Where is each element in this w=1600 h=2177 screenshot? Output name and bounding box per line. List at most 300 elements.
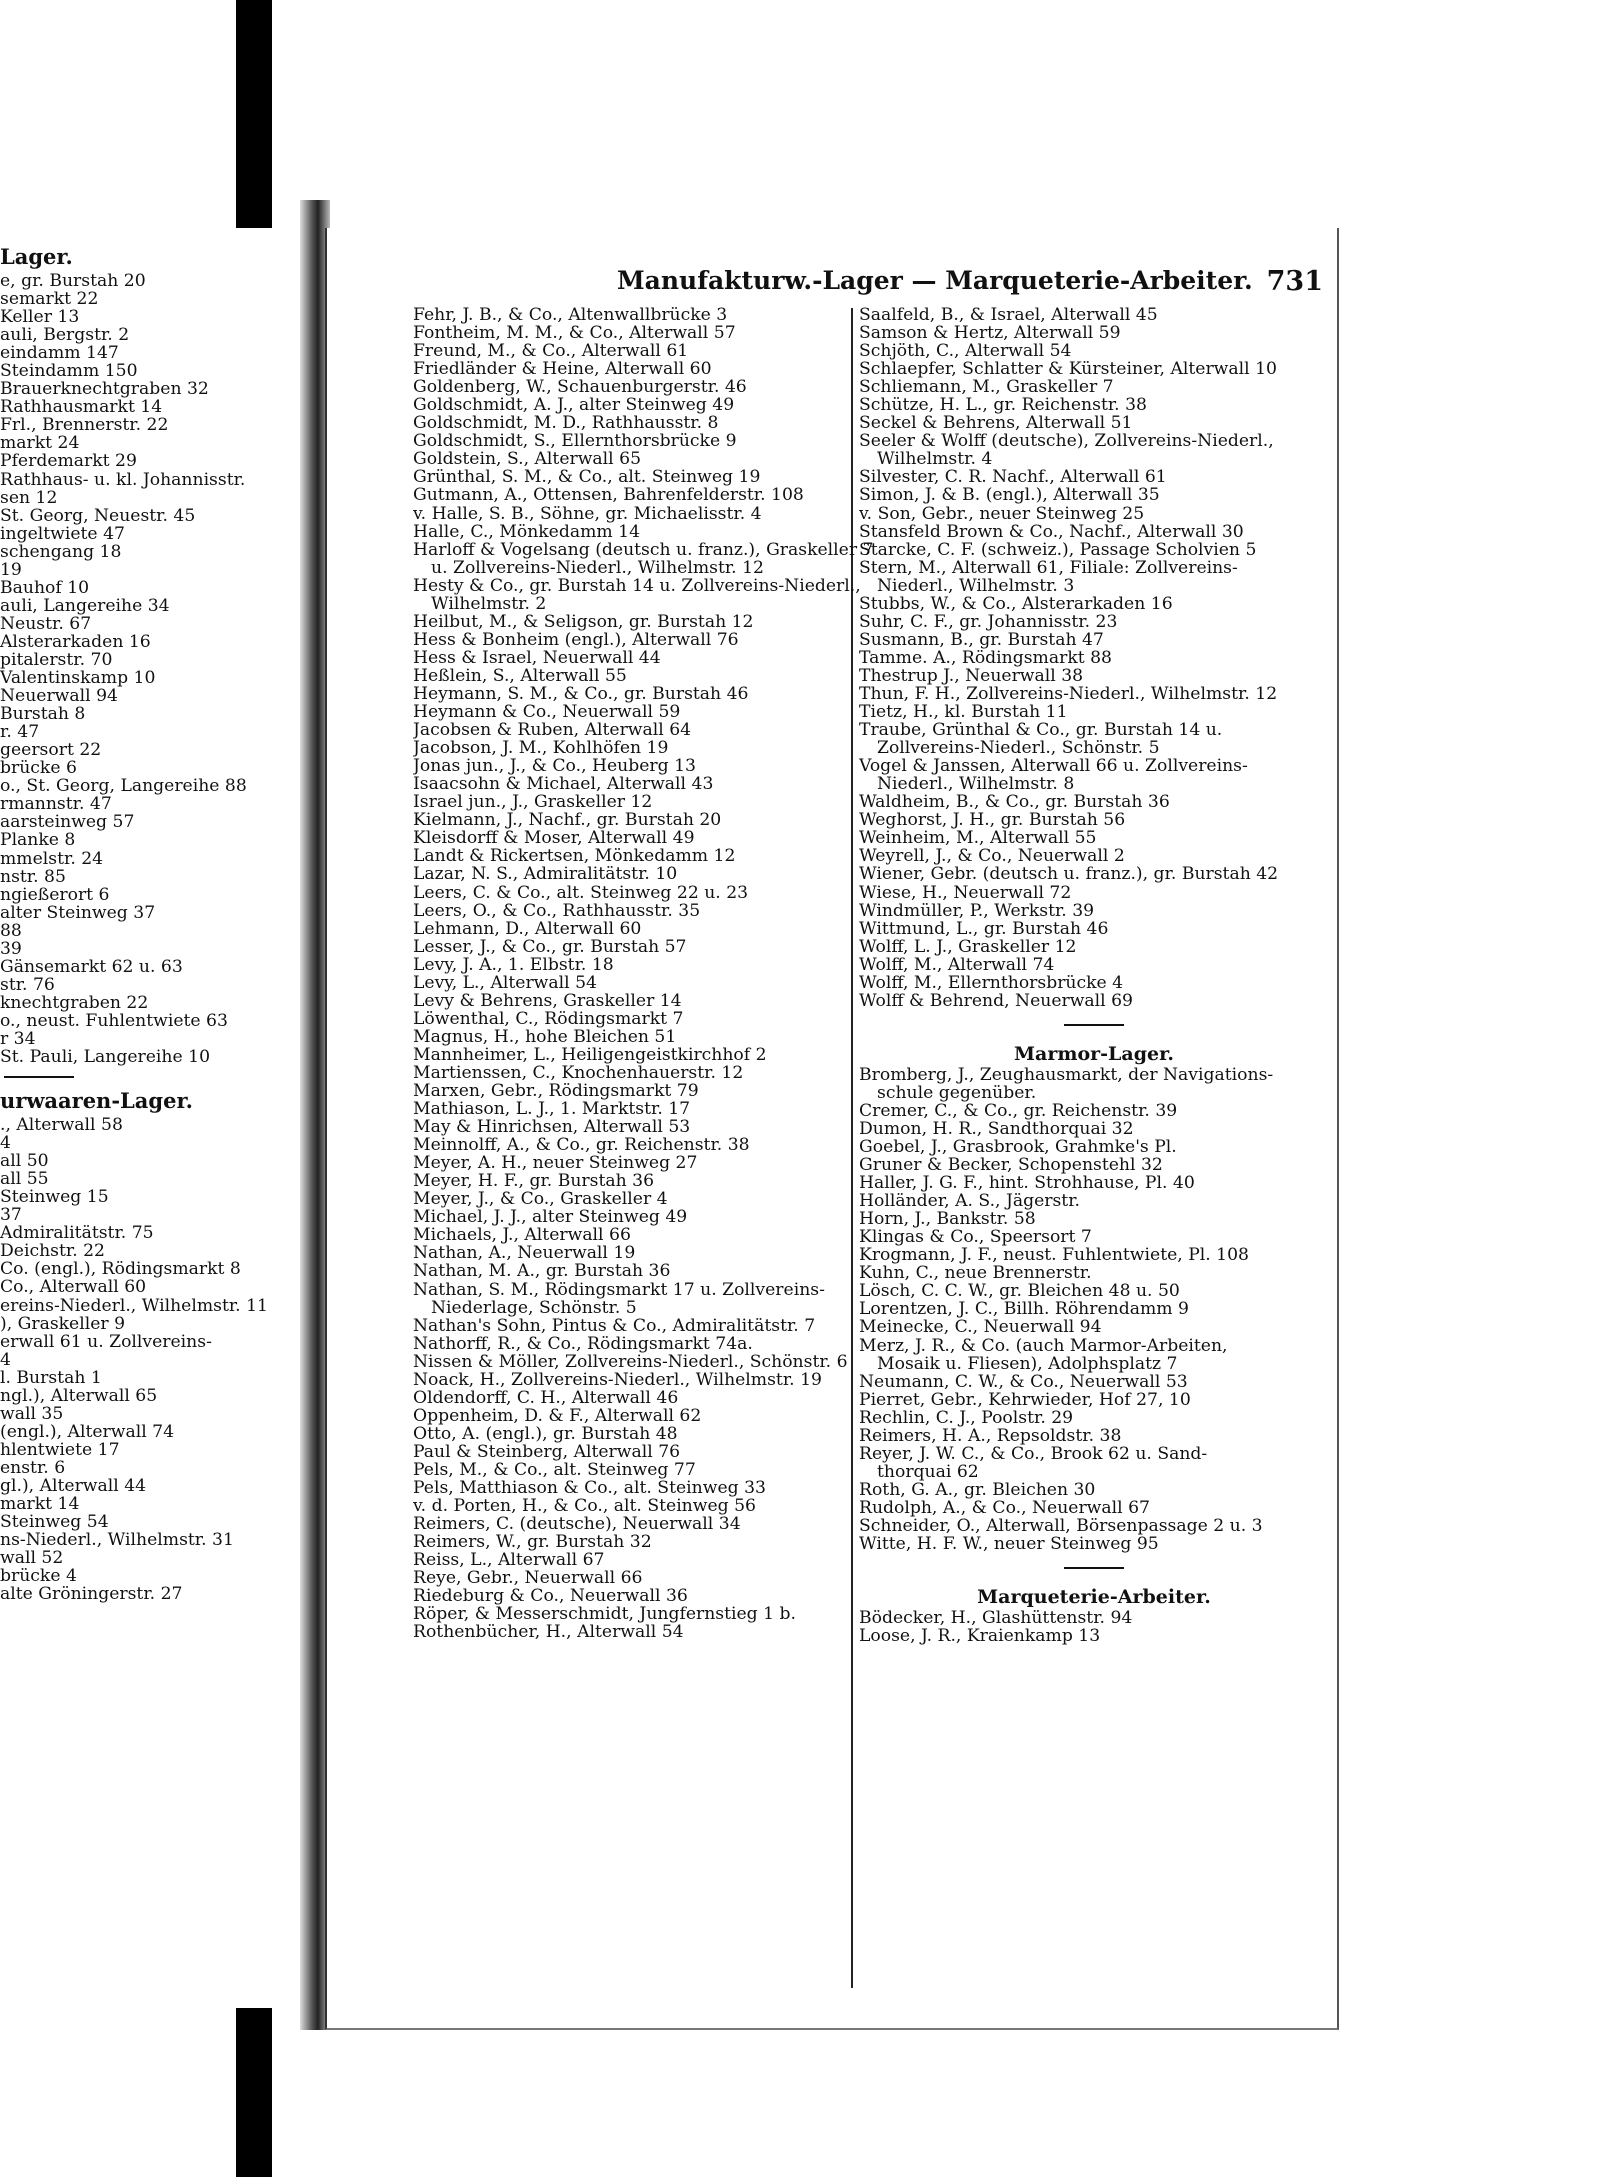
directory-entry	[859, 1228, 1329, 1246]
left-divider	[4, 1076, 74, 1078]
entry-continuation: Wilhelmstr. 4	[877, 449, 993, 469]
entry-line: Jacobsen & Ruben, Alterwall 64	[413, 721, 692, 740]
section-divider	[1064, 1567, 1124, 1569]
directory-entry	[413, 1551, 933, 1569]
left-line: aarsteinweg 57	[0, 812, 135, 833]
directory-entry	[413, 739, 933, 757]
entry-line: Starcke, C. F. (schweiz.), Passage Scholvien 5	[859, 540, 1257, 559]
directory-entry	[859, 1609, 1329, 1627]
entry-line: Schjöth, C., Alterwall 54	[859, 342, 1072, 361]
left-line: ngl.), Alterwall 65	[0, 1385, 158, 1406]
entry-line: Kleisdorff & Moser, Alterwall 49	[413, 829, 695, 848]
directory-entry	[413, 974, 933, 992]
directory-entry	[413, 613, 933, 631]
left-line: all 50	[0, 1151, 49, 1172]
entry-line: Oldendorff, C. H., Alterwall 46	[413, 1388, 679, 1407]
entry-line: Levy, J. A., 1. Elbstr. 18	[413, 955, 614, 974]
left-line: hlentwiete 17	[0, 1439, 120, 1460]
directory-entry	[859, 1409, 1329, 1427]
entry-line: Wiese, H., Neuerwall 72	[859, 883, 1072, 902]
left-line: eindamm 147	[0, 343, 119, 364]
left-line: geersort 22	[0, 740, 102, 761]
left-line: l. Burstah 1	[0, 1367, 102, 1388]
directory-entry	[859, 793, 1329, 811]
directory-entry	[413, 1623, 933, 1641]
directory-entry	[859, 1156, 1329, 1174]
left-line: Keller 13	[0, 307, 80, 328]
directory-entry	[413, 1605, 933, 1623]
entry-line: Halle, C., Mönkedamm 14	[413, 522, 641, 541]
directory-entry	[413, 631, 933, 649]
directory-entry	[413, 1587, 933, 1605]
left-line: Rathhausmarkt 14	[0, 397, 163, 418]
directory-entry	[413, 1281, 933, 1317]
directory-entry	[859, 613, 1329, 631]
left-line: Bauhof 10	[0, 577, 90, 598]
directory-entry	[859, 378, 1329, 396]
entry-line: Nathan's Sohn, Pintus & Co., Admiralitätstr. 7	[413, 1316, 816, 1335]
directory-entry	[413, 1353, 933, 1371]
entry-line: Wolff, L. J., Graskeller 12	[859, 937, 1077, 956]
directory-entry	[859, 1627, 1329, 1645]
page-number: 731	[1266, 266, 1323, 297]
directory-entry	[413, 306, 933, 324]
directory-entry	[413, 1515, 933, 1533]
directory-entry	[413, 1208, 933, 1226]
entry-line: Simon, J. & B. (engl.), Alterwall 35	[859, 486, 1160, 505]
directory-entry	[859, 1300, 1329, 1318]
entry-line: Meinecke, C., Neuerwall 94	[859, 1318, 1102, 1337]
directory-entry	[859, 631, 1329, 649]
left-line: rmannstr. 47	[0, 794, 112, 815]
entry-line: Traube, Grünthal & Co., gr. Burstah 14 u.	[859, 721, 1223, 741]
entry-line: Lehmann, D., Alterwall 60	[413, 919, 642, 938]
entry-line: Pels, M., & Co., alt. Steinweg 77	[413, 1461, 696, 1480]
left-line: Pferdemarkt 29	[0, 451, 137, 472]
directory-entry	[413, 523, 933, 541]
directory-entry	[859, 523, 1329, 541]
entry-continuation: thorquai 62	[877, 1461, 979, 1481]
entry-line: Haller, J. G. F., hint. Strohhause, Pl. 40	[859, 1174, 1195, 1193]
entry-line: Dumon, H. R., Sandthorquai 32	[859, 1119, 1134, 1139]
column-1	[413, 306, 933, 1641]
left-line: alte Gröningerstr. 27	[0, 1584, 183, 1605]
entry-line: Seckel & Behrens, Alterwall 51	[859, 414, 1133, 433]
entry-line: Schütze, H. L., gr. Reichenstr. 38	[859, 396, 1147, 415]
entry-line: Witte, H. F. W., neuer Steinweg 95	[859, 1535, 1159, 1554]
directory-entry	[859, 342, 1329, 360]
entry-line: Lesser, J., & Co., gr. Burstah 57	[413, 937, 687, 956]
entry-line: Roth, G. A., gr. Bleichen 30	[859, 1480, 1096, 1499]
left-line: Steinweg 54	[0, 1512, 109, 1533]
entry-line: Hess & Bonheim (engl.), Alterwall 76	[413, 630, 739, 649]
directory-entry	[859, 1210, 1329, 1228]
left-line: Planke 8	[0, 830, 76, 851]
left-line: markt 14	[0, 1494, 80, 1515]
entry-line: Stubbs, W., & Co., Alsterarkaden 16	[859, 594, 1173, 613]
entry-line: Heymann, S. M., & Co., gr. Burstah 46	[413, 684, 749, 704]
entry-line: Isaacsohn & Michael, Alterwall 43	[413, 775, 714, 794]
directory-entry	[859, 667, 1329, 685]
binding-strip-bottom	[236, 2000, 272, 2177]
entry-line: Goldschmidt, A. J., alter Steinweg 49	[413, 396, 735, 415]
entry-line: Reimers, H. A., Repsoldstr. 38	[859, 1426, 1122, 1445]
entry-line: Rothenbücher, H., Alterwall 54	[413, 1623, 684, 1642]
directory-entry	[413, 1443, 933, 1461]
entry-line: Rudolph, A., & Co., Neuerwall 67	[859, 1498, 1150, 1517]
entry-continuation: Niederlage, Schönstr. 5	[431, 1297, 637, 1317]
directory-entry	[859, 811, 1329, 829]
left-line: auli, Langereihe 34	[0, 595, 170, 616]
directory-entry	[413, 1461, 933, 1479]
entry-line: Meyer, H. F., gr. Burstah 36	[413, 1172, 655, 1191]
directory-entry	[413, 757, 933, 775]
entry-line: Reye, Gebr., Neuerwall 66	[413, 1569, 643, 1588]
left-line: Neuerwall 94	[0, 686, 118, 707]
entry-line: Pierret, Gebr., Kehrwieder, Hof 27, 10	[859, 1390, 1191, 1409]
left-line: o., neust. Fuhlentwiete 63	[0, 1010, 228, 1031]
entry-line: Reimers, C. (deutsche), Neuerwall 34	[413, 1515, 741, 1534]
left-line: wall 35	[0, 1403, 64, 1424]
left-line: semarkt 22	[0, 289, 99, 310]
left-line: erwall 61 u. Zollvereins-	[0, 1331, 212, 1352]
entry-line: Hesty & Co., gr. Burstah 14 u. Zollvereins-Niederl.,	[413, 576, 861, 596]
left-line: ns-Niederl., Wilhelmstr. 31	[0, 1530, 234, 1551]
entry-line: Oppenheim, D. & F., Alterwall 62	[413, 1406, 702, 1425]
entry-line: Gutmann, A., Ottensen, Bahrenfelderstr. 108	[413, 486, 804, 505]
directory-entry	[413, 1136, 933, 1154]
entry-continuation: Wilhelmstr. 2	[431, 593, 547, 613]
left-line: Alsterarkaden 16	[0, 631, 151, 652]
entry-line: Lösch, C. C. W., gr. Bleichen 48 u. 50	[859, 1282, 1180, 1301]
column-2	[859, 306, 1329, 1645]
entry-line: Bromberg, J., Zeughausmarkt, der Navigations-	[859, 1065, 1274, 1085]
directory-entry	[859, 559, 1329, 595]
entry-line: Noack, H., Zollvereins-Niederl., Wilhelmstr. 19	[413, 1370, 822, 1389]
entry-line: Martienssen, C., Knochenhauerstr. 12	[413, 1063, 744, 1083]
entry-line: Susmann, B., gr. Burstah 47	[859, 630, 1104, 649]
entry-line: Meinnolff, A., & Co., gr. Reichenstr. 38	[413, 1136, 750, 1155]
directory-entry	[413, 1154, 933, 1172]
entry-line: Löwenthal, C., Rödingsmarkt 7	[413, 1009, 684, 1028]
directory-entry	[413, 1010, 933, 1028]
directory-entry	[413, 1226, 933, 1244]
entry-line: v. Son, Gebr., neuer Steinweg 25	[859, 504, 1145, 523]
directory-entry	[413, 1335, 933, 1353]
left-line: 19	[0, 559, 22, 580]
left-line: str. 76	[0, 974, 55, 995]
directory-entry	[859, 324, 1329, 342]
directory-entry	[859, 414, 1329, 432]
entry-line: Thun, F. H., Zollvereins-Niederl., Wilhelmstr. 12	[859, 684, 1278, 704]
entry-line: Nathorff, R., & Co., Rödingsmarkt 74a.	[413, 1334, 753, 1353]
entry-line: Freund, M., & Co., Alterwall 61	[413, 342, 689, 361]
entry-list	[413, 306, 933, 1641]
directory-entry	[413, 938, 933, 956]
left-lines-a	[0, 272, 300, 1066]
left-line: Deichstr. 22	[0, 1241, 105, 1262]
entry-line: Levy & Behrens, Graskeller 14	[413, 991, 682, 1010]
entry-line: Cremer, C., & Co., gr. Reichenstr. 39	[859, 1101, 1178, 1120]
directory-entry	[859, 902, 1329, 920]
left-line: auli, Bergstr. 2	[0, 325, 130, 346]
entry-line: v. Halle, S. B., Söhne, gr. Michaelisstr. 4	[413, 504, 762, 523]
directory-entry	[859, 1481, 1329, 1499]
entry-line: Bödecker, H., Glashüttenstr. 94	[859, 1609, 1133, 1628]
section-divider	[1064, 1024, 1124, 1026]
left-line: 39	[0, 938, 22, 959]
directory-entry	[413, 703, 933, 721]
left-line: Gänsemarkt 62 u. 63	[0, 956, 183, 977]
entry-line: Landt & Rickertsen, Mönkedamm 12	[413, 847, 736, 866]
entry-line: Pels, Matthiason & Co., alt. Steinweg 33	[413, 1479, 766, 1498]
left-line: 88	[0, 920, 22, 941]
directory-entry	[413, 1533, 933, 1551]
directory-entry	[413, 1064, 933, 1082]
directory-entry	[413, 360, 933, 378]
entry-line: Leers, O., & Co., Rathhausstr. 35	[413, 901, 701, 920]
entry-line: Waldheim, B., & Co., gr. Burstah 36	[859, 793, 1170, 812]
directory-entry	[413, 884, 933, 902]
left-line: all 55	[0, 1169, 49, 1190]
directory-entry	[413, 1262, 933, 1280]
directory-entry	[413, 324, 933, 342]
entry-line: Reimers, W., gr. Burstah 32	[413, 1533, 652, 1552]
entry-line: Seeler & Wolff (deutsche), Zollvereins-Niederl.,	[859, 432, 1274, 452]
entry-line: Horn, J., Bankstr. 58	[859, 1210, 1036, 1229]
entry-line: Schlaepfer, Schlatter & Kürsteiner, Alterwall 10	[859, 360, 1277, 379]
directory-entry	[859, 1337, 1329, 1373]
entry-line: Loose, J. R., Kraienkamp 13	[859, 1627, 1101, 1646]
directory-entry	[413, 1569, 933, 1587]
directory-entry	[859, 1427, 1329, 1445]
left-line: (engl.), Alterwall 74	[0, 1421, 175, 1442]
left-line: 4	[0, 1133, 11, 1154]
directory-entry	[859, 432, 1329, 468]
left-line: Co., Alterwall 60	[0, 1277, 147, 1298]
entry-line: Otto, A. (engl.), gr. Burstah 48	[413, 1424, 678, 1443]
entry-line: Weghorst, J. H., gr. Burstah 56	[859, 811, 1126, 830]
entry-line: Goldschmidt, S., Ellernthorsbrücke 9	[413, 432, 737, 451]
directory-page	[325, 228, 1339, 2030]
entry-line: Heilbut, M., & Seligson, gr. Burstah 12	[413, 612, 754, 631]
binding-strip-top	[236, 0, 272, 232]
left-line: Burstah 8	[0, 704, 86, 725]
entry-line: Mannheimer, L., Heiligengeistkirchhof 2	[413, 1045, 767, 1064]
page-header	[617, 266, 1323, 306]
left-line: ngießerort 6	[0, 884, 110, 905]
directory-entry	[859, 468, 1329, 486]
entry-line: Thestrup J., Neuerwall 38	[859, 666, 1084, 685]
directory-entry	[413, 1317, 933, 1335]
left-line: gl.), Alterwall 44	[0, 1476, 147, 1496]
left-line: markt 24	[0, 433, 80, 454]
left-line: wall 52	[0, 1548, 64, 1569]
directory-entry	[859, 1535, 1329, 1553]
directory-entry	[413, 956, 933, 974]
left-line: mmelstr. 24	[0, 848, 104, 869]
entry-line: Heßlein, S., Alterwall 55	[413, 666, 627, 685]
directory-entry	[413, 432, 933, 450]
left-heading-2: urwaaren-Lager.	[0, 1088, 193, 1114]
left-line: r. 47	[0, 722, 40, 743]
entry-line: Reyer, J. W. C., & Co., Brook 62 u. Sand-	[859, 1444, 1208, 1464]
directory-entry	[859, 829, 1329, 847]
entry-line: Mathiason, L. J., 1. Marktstr. 17	[413, 1100, 691, 1119]
entry-line: Meyer, A. H., neuer Steinweg 27	[413, 1154, 698, 1173]
directory-entry	[859, 974, 1329, 992]
directory-entry	[859, 1499, 1329, 1517]
directory-entry	[413, 396, 933, 414]
left-line: knechtgraben 22	[0, 992, 149, 1013]
left-line: St. Georg, Neuestr. 45	[0, 505, 196, 526]
entry-line: Wolff & Behrend, Neuerwall 69	[859, 991, 1133, 1010]
directory-entry	[859, 306, 1329, 324]
left-line: schengang 18	[0, 541, 122, 562]
entry-continuation: Niederl., Wilhelmstr. 3	[877, 575, 1075, 595]
entry-line: Fontheim, M. M., & Co., Alterwall 57	[413, 324, 736, 343]
left-line: 37	[0, 1205, 22, 1226]
entry-line: Paul & Steinberg, Alterwall 76	[413, 1442, 681, 1461]
directory-entry	[413, 667, 933, 685]
entry-line: Kielmann, J., Nachf., gr. Burstah 20	[413, 811, 722, 830]
directory-entry	[413, 685, 933, 703]
entry-line: Saalfeld, B., & Israel, Alterwall 45	[859, 306, 1158, 325]
entry-line: Heymann & Co., Neuerwall 59	[413, 703, 681, 722]
directory-entry	[859, 486, 1329, 504]
entry-continuation: Niederl., Wilhelmstr. 8	[877, 774, 1075, 794]
directory-entry	[413, 775, 933, 793]
left-line: Steinweg 15	[0, 1187, 109, 1208]
directory-entry	[413, 342, 933, 360]
entry-line: Jonas jun., J., & Co., Heuberg 13	[413, 757, 696, 776]
directory-entry	[859, 1391, 1329, 1409]
directory-entry	[413, 505, 933, 523]
left-line: nstr. 85	[0, 866, 66, 887]
directory-entry	[413, 1389, 933, 1407]
left-line: brücke 6	[0, 758, 77, 779]
directory-entry	[859, 1373, 1329, 1391]
entry-line: Wolff, M., Alterwall 74	[859, 955, 1055, 974]
entry-line: Silvester, C. R. Nachf., Alterwall 61	[859, 468, 1167, 487]
left-line: Valentinskamp 10	[0, 668, 156, 689]
entry-line: Röper, & Messerschmidt, Jungfernstieg 1 b.	[413, 1605, 796, 1624]
left-line: Rathhaus- u. kl. Johannisstr.	[0, 469, 246, 490]
directory-entry	[859, 1138, 1329, 1156]
entry-list-marmor	[859, 1066, 1329, 1553]
left-line: sen 12	[0, 487, 58, 508]
directory-entry	[859, 1264, 1329, 1282]
directory-entry	[859, 938, 1329, 956]
directory-entry	[859, 865, 1329, 883]
entry-line: Leers, C. & Co., alt. Steinweg 22 u. 23	[413, 883, 749, 902]
directory-entry	[413, 829, 933, 847]
entry-line: Rechlin, C. J., Poolstr. 29	[859, 1408, 1074, 1427]
entry-list-marqueterie	[859, 1609, 1329, 1645]
entry-line: May & Hinrichsen, Alterwall 53	[413, 1118, 691, 1137]
directory-entry	[413, 1118, 933, 1136]
entry-line: Schliemann, M., Graskeller 7	[859, 378, 1114, 397]
entry-line: Schneider, O., Alterwall, Börsenpassage 2 u. 3	[859, 1517, 1263, 1536]
entry-line: Magnus, H., hohe Bleichen 51	[413, 1027, 677, 1046]
directory-entry	[413, 992, 933, 1010]
directory-entry	[859, 360, 1329, 378]
directory-entry	[413, 649, 933, 667]
directory-entry	[859, 685, 1329, 703]
directory-entry	[413, 541, 933, 577]
entry-line: Michaels, J., Alterwall 66	[413, 1226, 631, 1245]
directory-entry	[413, 1172, 933, 1190]
entry-line: Merz, J. R., & Co. (auch Marmor-Arbeiten,	[859, 1336, 1228, 1356]
entry-line: Weyrell, J., & Co., Neuerwall 2	[859, 847, 1125, 866]
directory-entry	[413, 486, 933, 504]
entry-line: Michael, J. J., alter Steinweg 49	[413, 1208, 688, 1227]
directory-entry	[413, 1100, 933, 1118]
entry-line: Kuhn, C., neue Brennerstr.	[859, 1264, 1092, 1283]
entry-line: Windmüller, P., Werkstr. 39	[859, 901, 1095, 920]
page-title: Manufakturw.-Lager — Marqueterie-Arbeiter.	[617, 266, 1253, 295]
directory-entry	[413, 721, 933, 739]
entry-continuation: u. Zollvereins-Niederl., Wilhelmstr. 12	[431, 557, 764, 577]
entry-line: Klingas & Co., Speersort 7	[859, 1228, 1092, 1247]
entry-line: Levy, L., Alterwall 54	[413, 973, 597, 992]
left-line: Admiralitätstr. 75	[0, 1223, 154, 1244]
directory-entry	[859, 1246, 1329, 1264]
entry-list-manufaktur	[859, 306, 1329, 1010]
section-title-marmor: Marmor-Lager.	[1014, 1042, 1174, 1065]
left-column	[0, 244, 300, 1603]
entry-line: Wittmund, L., gr. Burstah 46	[859, 919, 1109, 938]
directory-entry	[859, 1517, 1329, 1535]
directory-entry	[859, 396, 1329, 414]
directory-entry	[413, 847, 933, 865]
entry-line: Riedeburg & Co., Neuerwall 36	[413, 1587, 688, 1606]
left-line: ), Graskeller 9	[0, 1313, 126, 1334]
section-title-marqueterie: Marqueterie-Arbeiter.	[977, 1586, 1211, 1609]
directory-entry	[859, 721, 1329, 757]
entry-line: Harloff & Vogelsang (deutsch u. franz.), Graskeller 7	[413, 540, 874, 560]
entry-line: Jacobson, J. M., Kohlhöfen 19	[413, 739, 669, 758]
left-line: Neustr. 67	[0, 613, 92, 634]
entry-line: Weinheim, M., Alterwall 55	[859, 829, 1097, 848]
entry-line: Suhr, C. F., gr. Johannisstr. 23	[859, 612, 1118, 631]
directory-entry	[859, 757, 1329, 793]
entry-line: Wolff, M., Ellernthorsbrücke 4	[859, 973, 1124, 992]
left-line: brücke 4	[0, 1566, 77, 1587]
left-line: Steindamm 150	[0, 361, 138, 382]
directory-entry	[859, 1445, 1329, 1481]
left-line: St. Pauli, Langereihe 10	[0, 1047, 211, 1068]
entry-line: Nathan, M. A., gr. Burstah 36	[413, 1262, 671, 1281]
entry-line: Goebel, J., Grasbrook, Grahmke's Pl.	[859, 1138, 1177, 1157]
entry-line: Goldenberg, W., Schauenburgerstr. 46	[413, 378, 747, 397]
directory-entry	[859, 1192, 1329, 1210]
left-line: ingeltwiete 47	[0, 523, 125, 544]
entry-continuation: Zollvereins-Niederl., Schönstr. 5	[877, 738, 1160, 758]
entry-line: Holländer, A. S., Jägerstr.	[859, 1192, 1081, 1211]
left-line: ., Alterwall 58	[0, 1115, 123, 1136]
entry-line: Tietz, H., kl. Burstah 11	[859, 703, 1068, 722]
entry-line: Samson & Hertz, Alterwall 59	[859, 324, 1121, 343]
directory-entry	[413, 1425, 933, 1443]
left-lines-b	[0, 1116, 300, 1603]
directory-entry	[413, 793, 933, 811]
left-line: enstr. 6	[0, 1457, 66, 1478]
directory-entry	[859, 847, 1329, 865]
directory-entry	[859, 649, 1329, 667]
entry-line: Goldschmidt, M. D., Rathhausstr. 8	[413, 414, 719, 433]
entry-line: Vogel & Janssen, Alterwall 66 u. Zollvereins-	[859, 757, 1248, 777]
